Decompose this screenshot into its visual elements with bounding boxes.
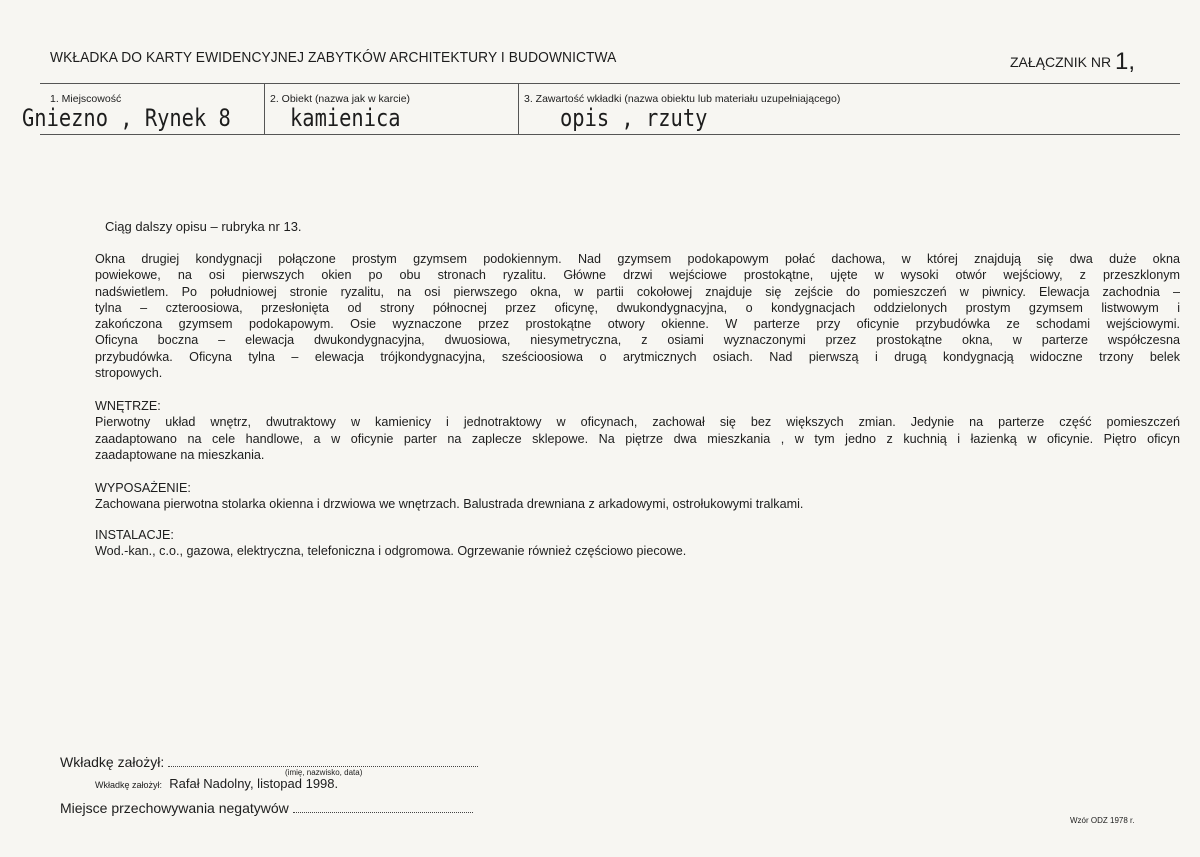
field-label-locality: 1. Miejscowość (50, 93, 122, 105)
founder-dotted-line (168, 756, 478, 767)
text-line: Okna drugiej kondygnacji połączone prostym gzymsem podokiennym. Nad gzymsem podokapowym połać dachowa, w której znajdują się dwa duże okna (95, 252, 1180, 266)
text-line: Oficyna boczna – elewacja dwukondygnacyjna, dwuosiowa, niesymetryczna, z osiami wyznaczonymi przez prostokątne okna, w parterze współczesna (95, 333, 1180, 348)
text-line: Wod.-kan., c.o., gazowa, elektryczna, telefoniczna i odgromowa. Ogrzewanie również częściowo piecowe. (95, 544, 687, 559)
text-line: przybudówka. Oficyna tylna – elewacja trójkondygnacyjna, sześcioosiowa o arytmicznych osiach. Nad pierwszą i drugą kondygnacją widoczne trzony belek (95, 349, 1180, 364)
header-bottom-rule (40, 134, 1180, 135)
field-value-contents: opis , rzuty (560, 104, 708, 132)
form-title: WKŁADKA DO KARTY EWIDENCYJNEJ ZABYTKÓW ARCHITEKTURY I BUDOWNICTWA (50, 50, 617, 66)
section-heading: INSTALACJE: (95, 528, 174, 542)
annex-number (1010, 48, 1135, 76)
founder-row (60, 754, 478, 770)
founder-value: Rafał Nadolny, listopad 1998. (169, 776, 339, 791)
text-line: powiekowe, na osi pierwszych okien po obu stronach ryzalitu. Główne drzwi wejściowe prostokątne, ujęte w wysoki otwór wejściowy, z przeszklonym (95, 268, 1180, 283)
text-line: Pierwotny układ wnętrz, dwutraktowy w kamienicy i jednotraktowy w oficynach, zachował się bez większych zmian. Jedynie na parterze część pomieszczeń (95, 415, 1180, 430)
text-line: Zachowana pierwotna stolarka okienna i drzwiowa we wnętrzach. Balustrada drewniana z arkadowymi, ostrołukowymi tralkami. (95, 497, 804, 512)
section-heading: WNĘTRZE: (95, 399, 161, 413)
text-line: zaadaptowano na cele handlowe, a w oficynie parter na zaplecze sklepowe. Na piętrze dwa mieszkania , w tym jedno z kuchnią i łazienką w oficynie. Piętro oficyn (95, 431, 1180, 446)
column-divider (518, 84, 519, 134)
founder-small-label: Wkładkę założył: (95, 780, 163, 790)
annex-label: ZAŁĄCZNIK NR (1010, 54, 1112, 70)
text-line: nadświetlem. Po południowej stronie ryzalitu, na osi pierwszego okna, w partii cokołowej znajduje się zejście do pomieszczeń w piwnicy. Elewacja zachodnia – (95, 284, 1180, 299)
section-furnishings (95, 480, 1180, 513)
header-top-rule (40, 83, 1180, 84)
description-paragraph (95, 251, 1180, 381)
founder-entry (95, 776, 338, 791)
section-heading: WYPOSAŻENIE: (95, 481, 191, 495)
negatives-label: Miejsce przechowywania negatywów (60, 800, 289, 816)
section-installations (95, 527, 1180, 560)
continuation-note: Ciąg dalszy opisu – rubryka nr 13. (105, 219, 302, 234)
founder-label: Wkładkę założył: (60, 754, 165, 770)
text-line: stropowych. (95, 366, 163, 381)
founder-hint: (imię, nazwisko, data) (285, 768, 363, 777)
field-value-object: kamienica (290, 104, 401, 132)
field-value-locality: Gniezno , Rynek 8 (22, 104, 231, 132)
template-note: Wzór ODZ 1978 r. (1070, 816, 1135, 825)
column-divider (264, 84, 265, 134)
negatives-row (60, 800, 473, 816)
negatives-dotted-line (293, 802, 473, 813)
section-interior (95, 398, 1180, 463)
text-line: tylna – czteroosiowa, przesłonięta od strony północnej przez oficynę, dwukondygnacyjna, o kondygnacjach oddzielonych prostym gzymsem listwowym i (95, 300, 1180, 315)
annex-value: 1, (1115, 48, 1136, 75)
text-line: zakończona gzymsem podokapowym. Osie wyznaczone przez prostokątne otwory okienne. W parterze przy oficynie przybudówka ze schodami wejściowymi. (95, 317, 1180, 332)
text-line: zaadaptowane na mieszkania. (95, 447, 265, 462)
field-label-object: 2. Obiekt (nazwa jak w karcie) (270, 93, 411, 105)
field-label-contents: 3. Zawartość wkładki (nazwa obiektu lub materiału uzupełniającego) (524, 93, 841, 105)
